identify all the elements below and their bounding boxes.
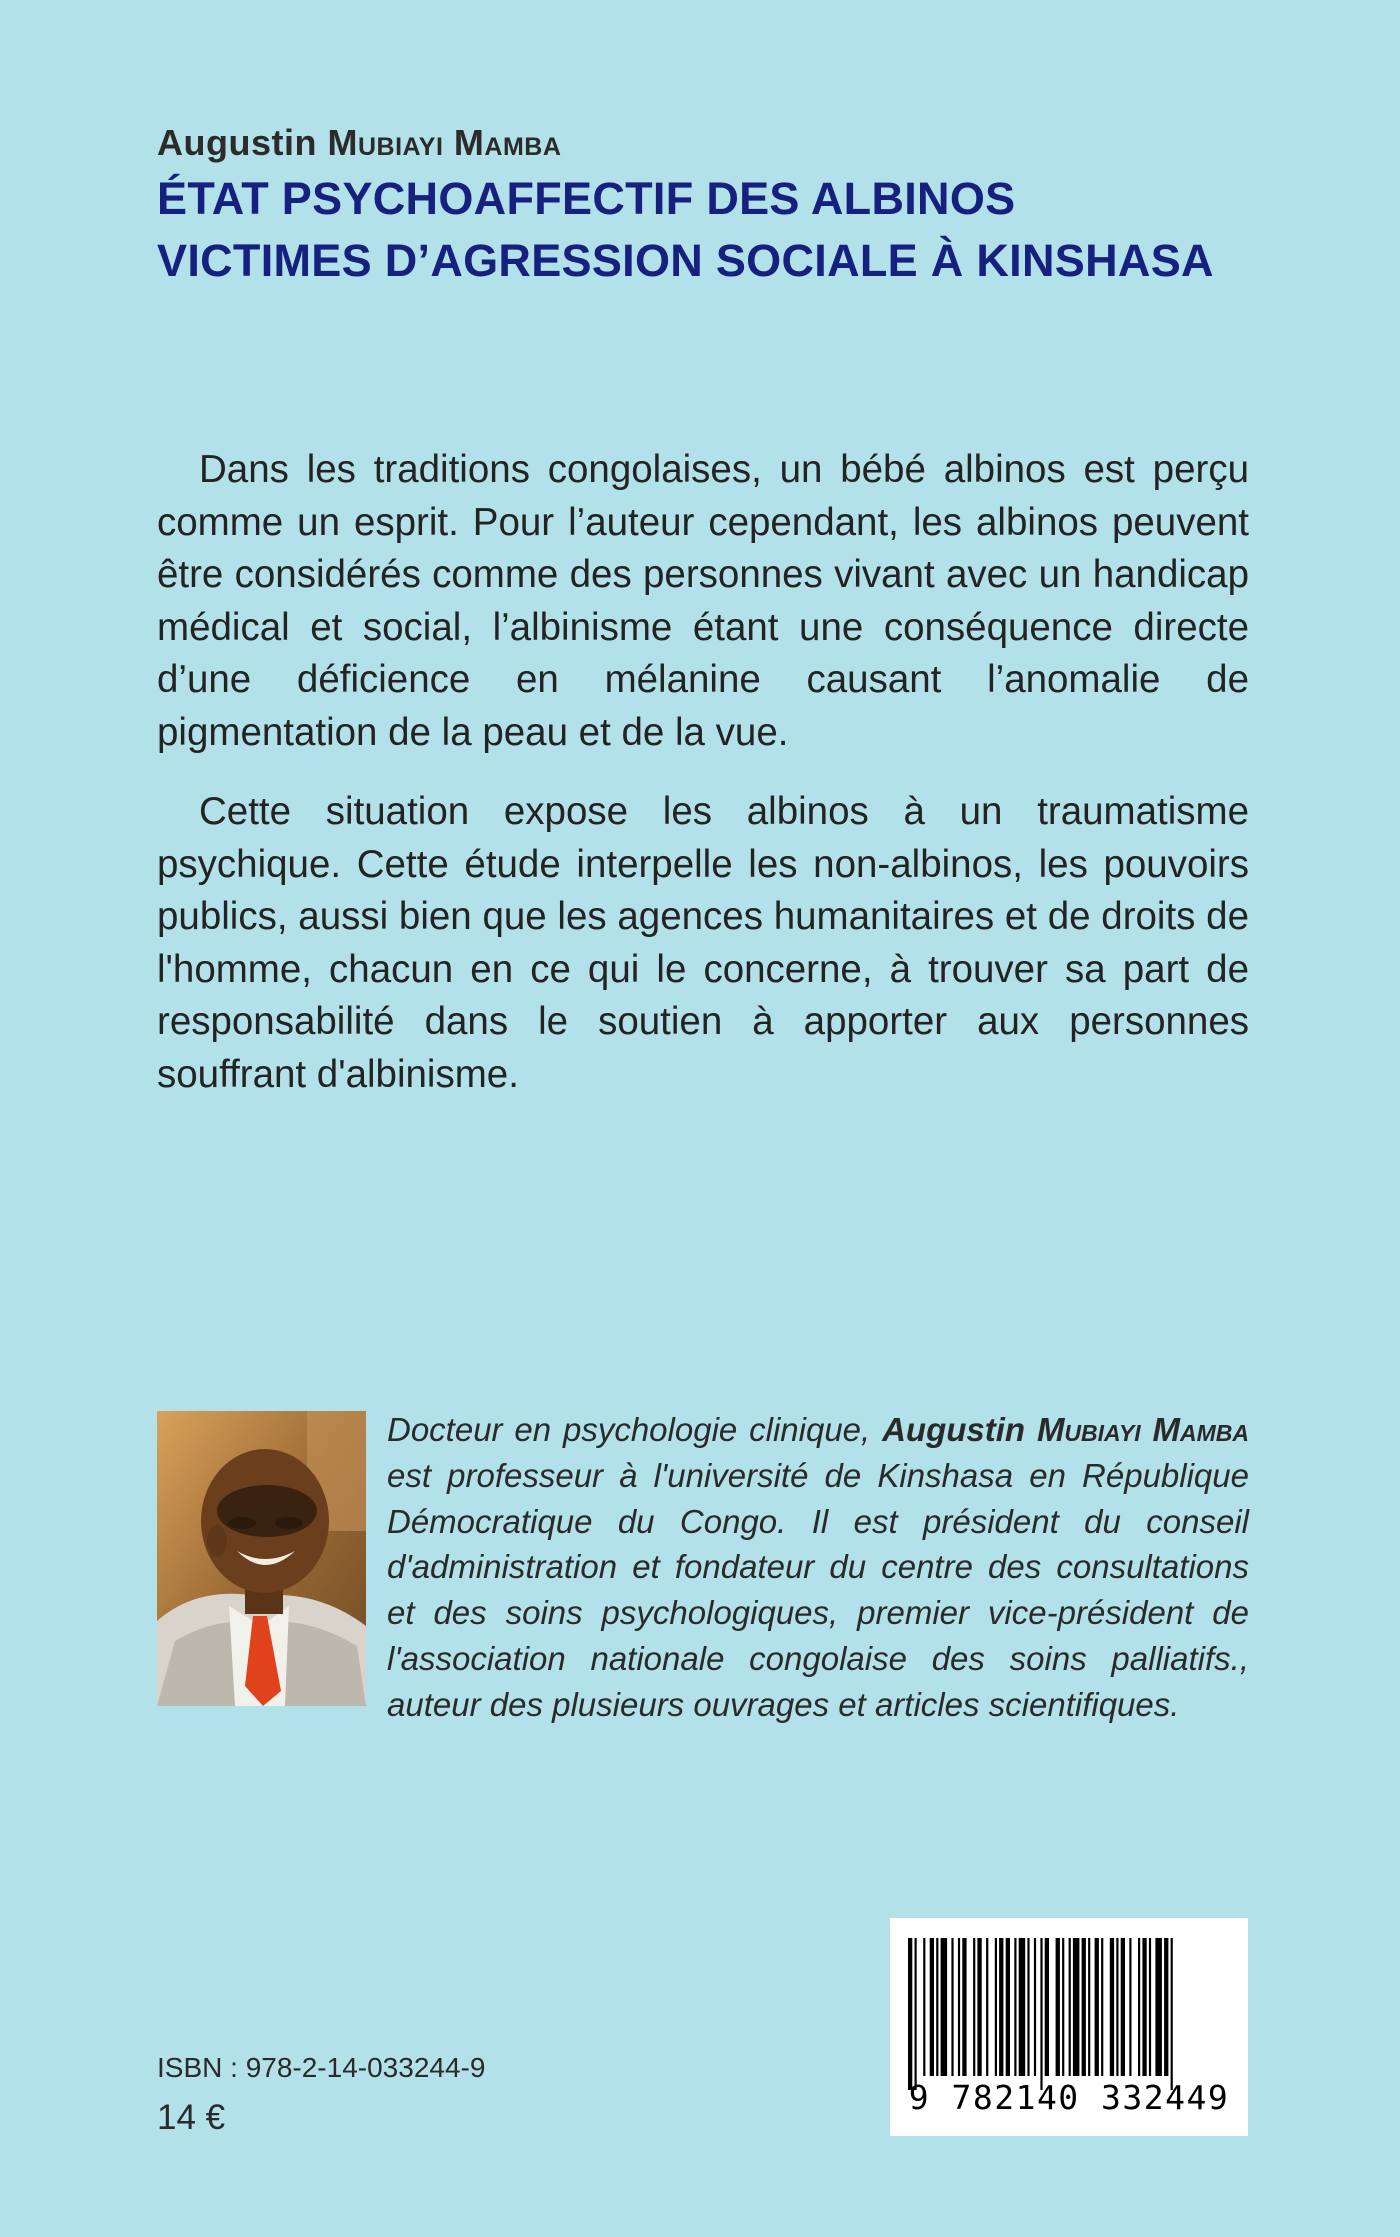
barcode-bar	[1088, 1938, 1090, 2076]
barcode-bar	[1149, 1938, 1151, 2076]
barcode-bar	[977, 1938, 981, 2076]
barcode-bar	[923, 1938, 925, 2076]
barcode-bar	[973, 1938, 975, 2076]
author-name	[157, 122, 561, 164]
book-title-line-2: VICTIMES D’AGRESSION SOCIALE À KINSHASA	[157, 235, 1214, 286]
barcode-bar	[1040, 1938, 1042, 2090]
barcode-bar	[1014, 1938, 1016, 2076]
price: 14 €	[157, 2098, 226, 2137]
barcode-bar	[1062, 1938, 1064, 2076]
barcode-bar	[1082, 1938, 1086, 2076]
author-photo	[157, 1411, 366, 1706]
barcode-bar	[1155, 1938, 1162, 2076]
barcode-bar	[1045, 1938, 1049, 2076]
bio-author-first-name: Augustin	[882, 1411, 1026, 1448]
book-title	[157, 168, 1277, 292]
author-biography	[387, 1407, 1249, 1728]
barcode-bar	[962, 1938, 966, 2076]
barcode-bar	[1006, 1938, 1010, 2076]
barcode-bar	[1171, 1938, 1173, 2090]
barcode-bar	[1034, 1938, 1036, 2076]
barcode-bar	[1019, 1938, 1025, 2076]
barcode-bar	[958, 1938, 960, 2076]
book-title-line-1: ÉTAT PSYCHOAFFECTIF DES ALBINOS	[157, 173, 1016, 224]
barcode-bar	[995, 1938, 997, 2076]
bio-intro: Docteur en psychologie clinique,	[387, 1411, 871, 1448]
book-summary	[157, 444, 1249, 1101]
bio-author-last-name: Mubiayi Mamba	[1036, 1411, 1250, 1448]
barcode-bar	[1138, 1938, 1140, 2076]
barcode-bar	[999, 1938, 1003, 2076]
barcode-digits: 9 782140 332449	[908, 2078, 1230, 2117]
author-first-name: Augustin	[157, 122, 317, 163]
summary-paragraph-2: Cette situation expose les albinos à un traumatisme psychique. Cette étude interpelle les non-albinos, les pouvoirs publics, aussi bien que les agences humanitaires et de droits de l'homme, chacun en ce qui le concerne, à trouver sa part de responsabilité dans le soutien à apporter aux personnes souffrant d'albinisme.	[157, 790, 1249, 1096]
barcode-bar	[1116, 1938, 1118, 2076]
barcode-bar	[1095, 1938, 1099, 2076]
barcode-bar	[1101, 1938, 1103, 2076]
barcode-bar	[908, 1938, 912, 2090]
barcode-bar	[941, 1938, 948, 2076]
barcode-bar	[1027, 1938, 1029, 2076]
author-last-name: Mubiayi Mamba	[327, 122, 562, 163]
barcode-bar	[951, 1938, 953, 2076]
barcode-bar	[1164, 1938, 1168, 2076]
isbn-number: ISBN : 978-2-14-033244-9	[157, 2052, 486, 2083]
barcode-bar	[1129, 1938, 1131, 2076]
barcode-bar	[1110, 1938, 1114, 2076]
barcode-bar	[930, 1938, 934, 2076]
barcode-bar	[915, 1938, 917, 2090]
barcode-bar	[1056, 1938, 1060, 2076]
barcode-bar	[1073, 1938, 1080, 2076]
summary-paragraph-1: Dans les traditions congolaises, un bébé albinos est perçu comme un esprit. Pour l’auteur cependant, les albinos peuvent être considérés comme des personnes vivant avec un handicap médical et social, l’albinisme étant une conséquence directe d’une déficience en mélanine causant l’anomalie de pigmentation de la peau et de la vue.	[157, 448, 1249, 754]
barcode-bar	[986, 1938, 988, 2076]
barcode-bar	[1121, 1938, 1125, 2076]
barcode-bar	[936, 1938, 938, 2076]
bio-author-name	[882, 1411, 1249, 1448]
bio-text: est professeur à l'université de Kinshasa en République Démocratique du Congo. Il est président du conseil d'administration et fondateur du centre des consultations et des soins psychologiques, premier vice-président de l'association nationale congolaise des soins palliatifs., auteur des plusieurs ouvrages et articles scientifiques.	[387, 1456, 1249, 1723]
barcode-bar	[1142, 1938, 1146, 2076]
barcode	[890, 1918, 1248, 2136]
barcode-bar	[1069, 1938, 1071, 2076]
